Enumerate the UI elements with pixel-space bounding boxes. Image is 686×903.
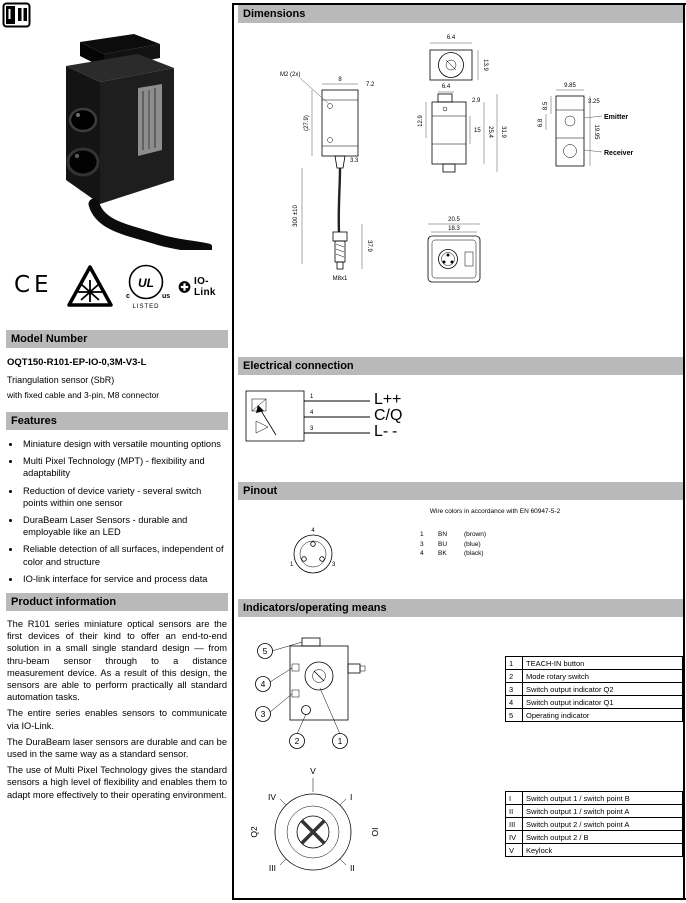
row-num: II	[506, 805, 523, 818]
table-row	[506, 818, 683, 831]
product-info-paragraph: The R101 series miniature optical sensors are the first devices of their kind to offer an end-to-end solution in a small single standard design — from thru-beam sensor through to a distance measurement device. As a result of this design, the sensors are able to perform practically all standard automation tasks.	[7, 619, 227, 703]
pinout-pin-right-label: 3	[332, 562, 336, 568]
svg-text:5: 5	[262, 646, 268, 656]
rotary-label-q2: Q2	[249, 826, 259, 838]
left-column	[6, 330, 228, 801]
table-row	[506, 831, 683, 844]
dim-right-c: 6.8	[538, 118, 544, 128]
model-type: Triangulation sensor (SbR)	[7, 375, 115, 385]
row-label: Mode rotary switch	[523, 670, 683, 683]
side-view	[418, 84, 506, 172]
product-info-paragraph: The DuraBeam laser sensors are durable and can be used in the same way as a standard sensor.	[7, 736, 227, 760]
callout-1	[333, 734, 348, 749]
pinout-pin-top-label: 4	[311, 528, 315, 534]
ul-listed-text: LISTED	[132, 304, 160, 310]
row-num: 3	[506, 683, 523, 696]
top-view	[430, 35, 488, 80]
dim-side-c: 15	[474, 128, 481, 134]
dim-front-holes: M2 (2x)	[280, 72, 301, 78]
dim-bottom-width: 20.5	[448, 217, 460, 223]
dim-right-a: 3.25	[588, 99, 600, 105]
row-label: TEACH-IN button	[523, 657, 683, 670]
dim-right-top: 9.85	[564, 83, 576, 89]
wire-color-row	[420, 530, 600, 540]
dim-bottom-inner: 18.3	[448, 226, 460, 232]
feature-item: • Reduction of device variety - several switch points within one sensor	[21, 485, 228, 509]
certification-row	[10, 262, 228, 314]
row-label: Operating indicator	[523, 709, 683, 722]
wire-pin: 3	[420, 540, 424, 548]
row-num: 5	[506, 709, 523, 722]
rotary-label-ii: II	[350, 863, 355, 873]
rotary-switch-drawing	[248, 758, 383, 903]
row-label: Switch output 2 / B	[523, 831, 683, 844]
pinout-connector	[284, 524, 342, 587]
ce-mark-icon: CE	[14, 272, 53, 298]
row-num: 4	[506, 696, 523, 709]
dim-cable-dia: 3.3	[350, 158, 359, 164]
wire-label-lminus: L-	[374, 423, 389, 440]
dim-side-a: 2.9	[472, 98, 481, 104]
io-link-logo	[178, 276, 228, 298]
brand-logo	[2, 2, 32, 34]
wire-pin-3: 3	[310, 426, 314, 432]
dim-connector-length: 37.9	[366, 240, 372, 252]
table-row	[506, 670, 683, 683]
wire-label-minus: -	[392, 423, 398, 440]
dim-front-depth: 7.2	[366, 82, 375, 88]
bottom-view	[428, 217, 480, 282]
wire-pin: 1	[420, 531, 424, 538]
pinout-header: Pinout	[238, 482, 683, 500]
wire-color-row	[420, 540, 600, 550]
dimensions-drawing	[238, 26, 684, 353]
dim-cable-length: 300 ±10	[293, 205, 299, 227]
features-header: Features	[6, 412, 228, 430]
table-row	[506, 805, 683, 818]
pinout-pin-left-label: 1	[290, 562, 294, 568]
dim-side-b: 25.4	[487, 126, 493, 138]
model-subtitle: with fixed cable and 3-pin, M8 connector	[7, 390, 160, 400]
io-link-text: IO-Link	[194, 276, 216, 298]
emitter-label: Emitter	[604, 114, 629, 121]
row-num: I	[506, 792, 523, 805]
wire-color: (blue)	[464, 540, 481, 548]
dim-top-height: 13.9	[482, 59, 488, 71]
callout-4	[256, 677, 271, 692]
dim-front-width: 8	[338, 77, 342, 83]
dim-front-height: (27.9)	[304, 115, 310, 131]
feature-item: • IO-link interface for service and process data	[21, 573, 228, 585]
dim-side-offset: 12.9	[418, 115, 424, 127]
row-num: IV	[506, 831, 523, 844]
svg-text:2: 2	[294, 736, 300, 746]
ul-us-text: us	[162, 293, 170, 300]
callout-5	[258, 644, 273, 659]
dim-top-width: 6.4	[446, 35, 456, 41]
dim-thread: M8x1	[332, 276, 348, 282]
callout-2	[290, 734, 305, 749]
wire-color-row	[420, 549, 600, 559]
electrical-drawing	[240, 383, 540, 462]
wire-code: BK	[438, 550, 447, 557]
dim-right-total: 19.95	[593, 124, 599, 140]
product-info-header: Product information	[6, 593, 228, 611]
wire-pin-4: 4	[310, 410, 314, 416]
table-row	[506, 792, 683, 805]
svg-text:3: 3	[260, 709, 266, 719]
row-label: Switch output indicator Q1	[523, 696, 683, 709]
wire-color-table	[420, 530, 600, 559]
row-num: III	[506, 818, 523, 831]
product-info-paragraph: The use of Multi Pixel Technology gives the standard sensors a high level of flexibility and enables them to adapt more effectively to their operating environment.	[7, 765, 227, 800]
rotary-label-io: IO	[370, 827, 380, 837]
indicators-table	[505, 656, 683, 722]
row-label: Switch output 1 / switch point B	[523, 792, 683, 805]
row-num: 2	[506, 670, 523, 683]
rotary-label-iv: IV	[267, 792, 276, 802]
dim-side-total: 31.9	[500, 126, 506, 138]
model-number: OQT150-R101-EP-IO-0,3M-V3-L	[7, 357, 147, 368]
receiver-label: Receiver	[604, 150, 634, 157]
table-row	[506, 683, 683, 696]
rotary-label-i: I	[350, 792, 353, 802]
feature-item: • DuraBeam Laser Sensors - durable and employable like an LED	[21, 514, 228, 538]
wire-code: BN	[438, 531, 448, 538]
emitter-receiver-view	[538, 83, 633, 166]
front-view	[280, 72, 375, 282]
wire-pin-1: 1	[310, 394, 314, 400]
io-link-icon	[178, 280, 191, 294]
row-label: Switch output indicator Q2	[523, 683, 683, 696]
ul-listed-icon	[122, 262, 170, 317]
product-photo	[42, 28, 212, 255]
dim-side-top: 6.4	[441, 84, 451, 90]
dim-right-b: 8.5	[543, 101, 549, 111]
row-num: V	[506, 844, 523, 857]
feature-item: • Reliable detection of all surfaces, independent of color and structure	[21, 543, 228, 567]
wire-label-cq: C/Q	[374, 407, 403, 424]
ul-text: UL	[138, 276, 154, 290]
svg-text:4: 4	[260, 679, 266, 689]
row-label: Switch output 1 / switch point A	[523, 805, 683, 818]
product-info-paragraph: The entire series enables sensors to communicate via IO-Link.	[7, 708, 227, 731]
table-row	[506, 844, 683, 857]
pinout-note: Wire colors in accordance with EN 60947-5-2	[429, 508, 561, 515]
feature-item: • Miniature design with versatile mounting options	[21, 438, 228, 450]
table-row	[506, 709, 683, 722]
row-label: Keylock	[523, 844, 683, 857]
row-label: Switch output 2 / switch point A	[523, 818, 683, 831]
wire-label-plus: +	[392, 391, 402, 408]
svg-text:1: 1	[337, 736, 343, 746]
wire-code: BU	[438, 540, 448, 548]
wire-color: (black)	[464, 550, 484, 557]
table-row	[506, 696, 683, 709]
electrical-header: Electrical connection	[238, 357, 683, 375]
rotary-label-iii: III	[268, 863, 276, 873]
wire-color: (brown)	[464, 531, 487, 538]
rotary-label-top: V	[310, 766, 316, 776]
wire-label-lplus: L+	[374, 391, 393, 408]
laser-warning-icon	[66, 264, 114, 315]
table-row	[506, 657, 683, 670]
indicators-header: Indicators/operating means	[238, 599, 683, 617]
ul-c-text: c	[126, 293, 130, 300]
dimensions-header: Dimensions	[238, 5, 683, 23]
switch-points-table	[505, 791, 683, 857]
indicators-drawing	[246, 624, 396, 769]
model-number-header: Model Number	[6, 330, 228, 348]
feature-item: • Multi Pixel Technology (MPT) - flexibility and adaptability	[21, 455, 228, 479]
row-num: 1	[506, 657, 523, 670]
features-list	[21, 438, 228, 585]
column-divider	[232, 3, 234, 900]
wire-pin: 4	[420, 550, 424, 557]
callout-3	[256, 707, 271, 722]
